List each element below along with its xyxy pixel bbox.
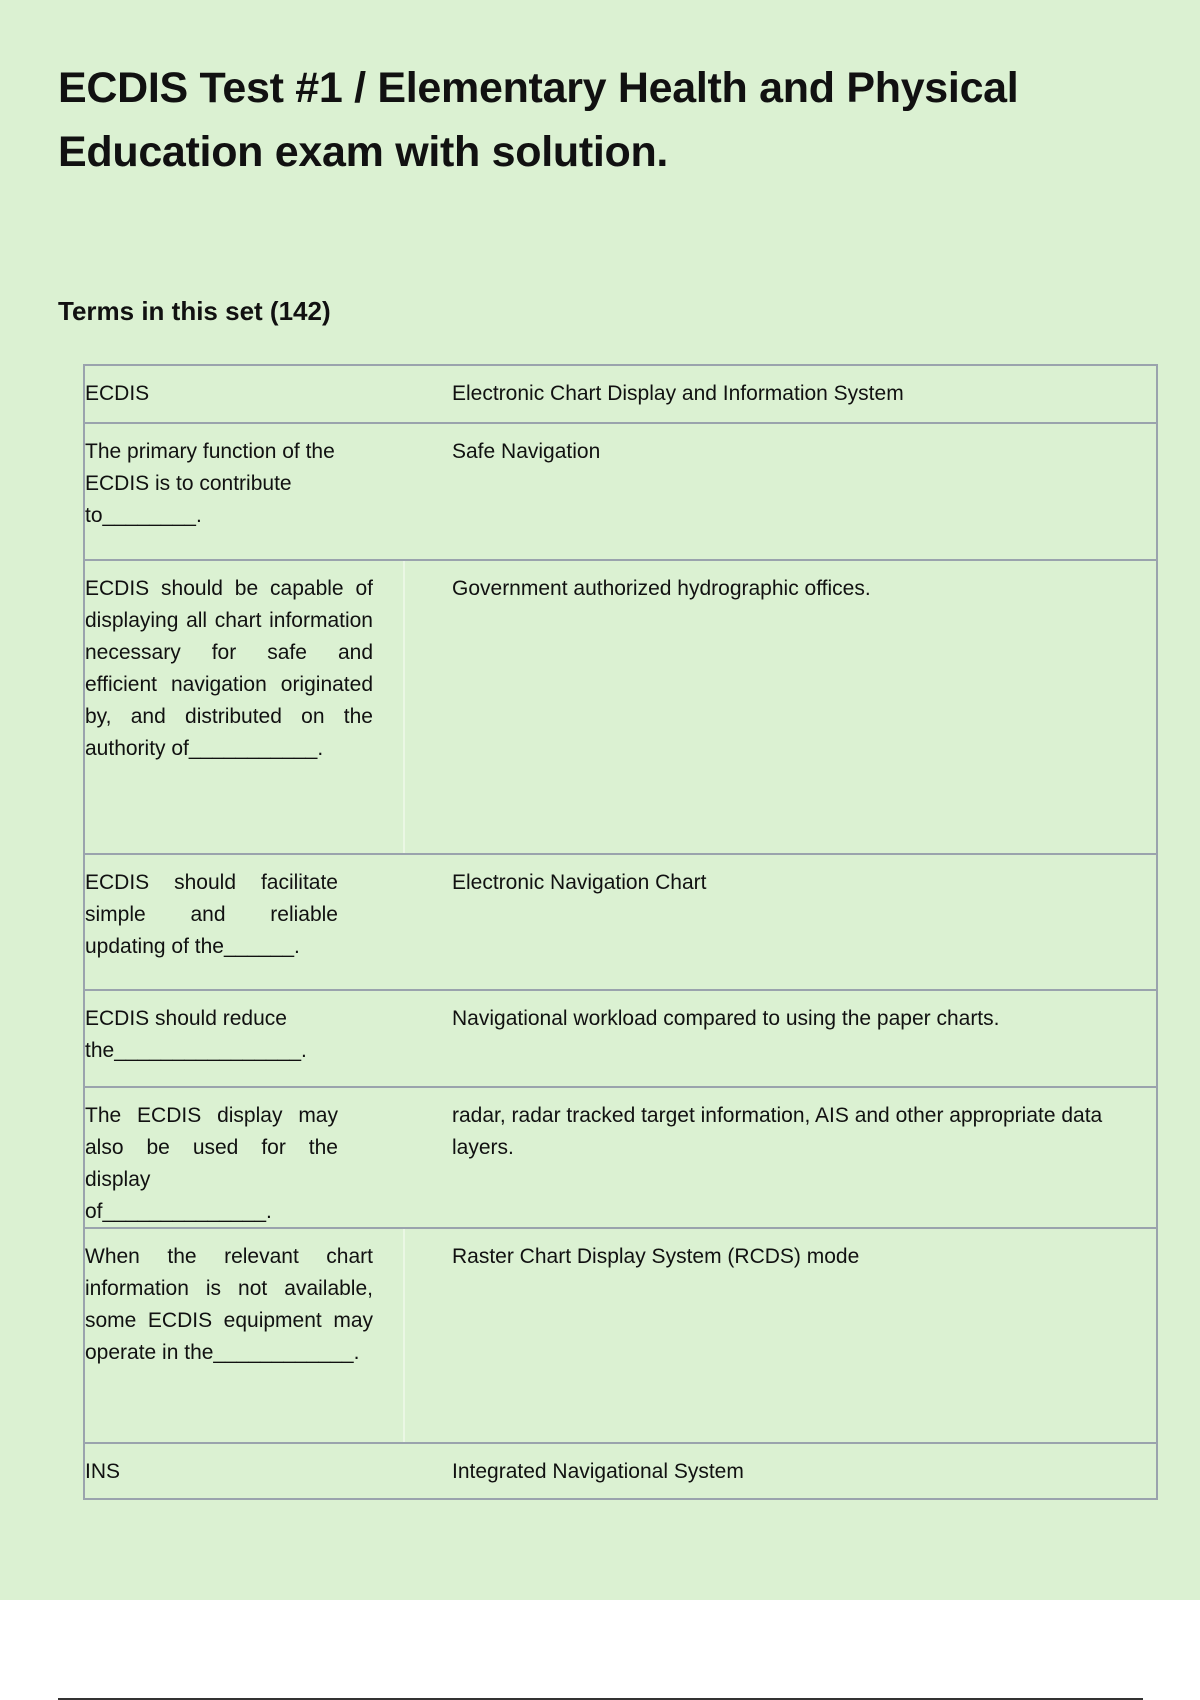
definition-cell: Electronic Chart Display and Information System xyxy=(452,382,904,405)
terms-count-heading: Terms in this set (142) xyxy=(58,296,331,326)
page-title: ECDIS Test #1 / Elementary Health and Physical Education exam with solution. xyxy=(58,64,1019,176)
term-cell: When the relevant chart information is not available, some ECDIS equipment may operate in the____________. xyxy=(85,1245,373,1364)
table-row xyxy=(85,853,1156,989)
definition-cell: radar, radar tracked target information, AIS and other appropriate data layers. xyxy=(452,1104,1103,1159)
term-cell: ECDIS should facilitate simple and reliable updating of the______. xyxy=(85,871,338,958)
definition-cell: Raster Chart Display System (RCDS) mode xyxy=(403,1229,1156,1442)
definition-cell: Safe Navigation xyxy=(452,440,601,463)
table-row xyxy=(85,1227,1156,1442)
definition-cell: Government authorized hydrographic offices. xyxy=(403,561,1156,853)
term-cell: INS xyxy=(85,1460,121,1483)
table-row xyxy=(85,559,1156,853)
table-row xyxy=(85,1086,1156,1227)
definition-cell: Integrated Navigational System xyxy=(452,1460,744,1483)
definition-cell: Electronic Navigation Chart xyxy=(452,871,707,894)
term-cell: ECDIS should be capable of displaying all chart information necessary for safe and efficient navigation originated by, and distributed on the authority of___________. xyxy=(85,577,373,760)
table-row xyxy=(85,1442,1156,1498)
term-cell: ECDIS should reduce the________________. xyxy=(85,1007,307,1062)
term-cell: ECDIS xyxy=(85,382,150,405)
term-cell: The primary function of the ECDIS is to contribute to________. xyxy=(85,440,335,527)
term-cell: The ECDIS display may also be used for the display of______________. xyxy=(85,1104,338,1223)
table-row xyxy=(85,989,1156,1086)
table-row xyxy=(85,366,1156,422)
definition-cell: Navigational workload compared to using the paper charts. xyxy=(452,1007,1000,1030)
table-row xyxy=(85,422,1156,559)
terms-table xyxy=(83,364,1158,1500)
